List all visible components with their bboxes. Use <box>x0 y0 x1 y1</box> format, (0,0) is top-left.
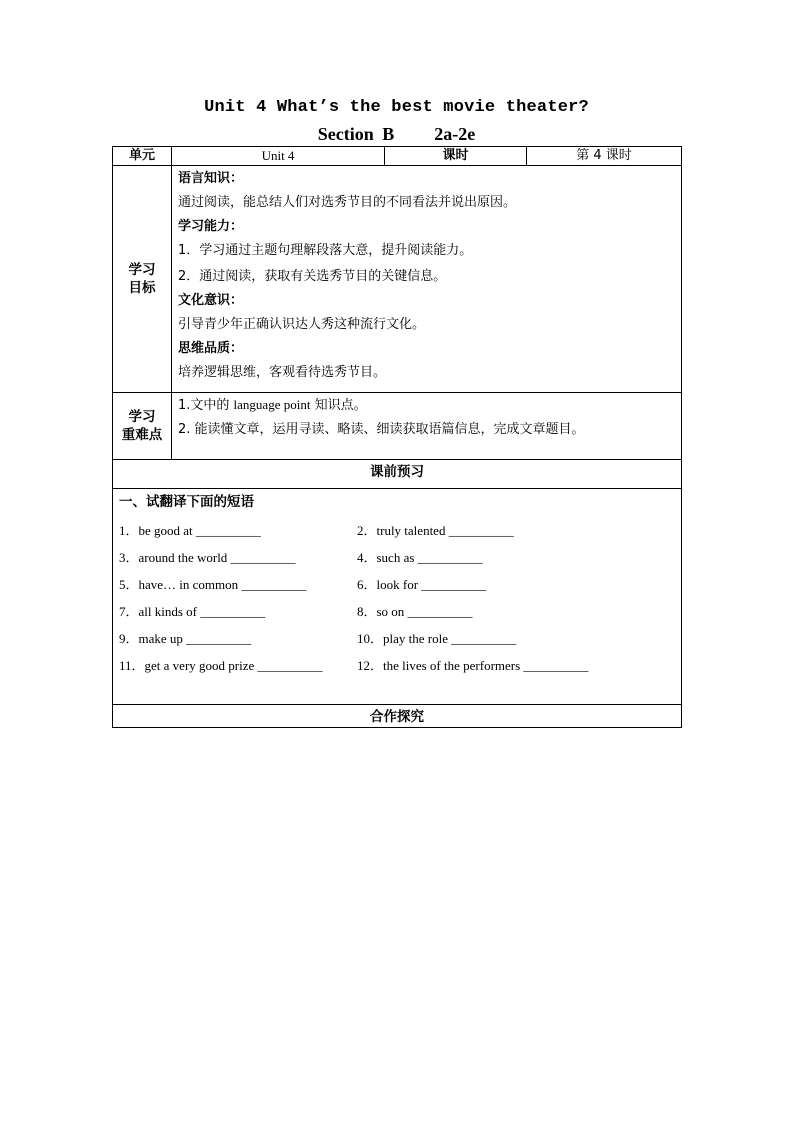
key-point-2: 2. 能读懂文章，运用寻读、略读、细读获取语篇信息，完成文章题目。 <box>178 422 585 437</box>
phrase-item: 3．around the world __________ <box>119 550 296 565</box>
section-range: 2a-2e <box>434 124 476 144</box>
phrase-item: 11．get a very good prize __________ <box>119 658 323 673</box>
phrase-item: 1．be good at __________ <box>119 523 261 538</box>
cooperation-heading-row <box>113 705 682 728</box>
phrase-item: 4．such as __________ <box>357 550 483 565</box>
unit-label: 单元 <box>113 147 172 166</box>
phrase-item: 10．play the role __________ <box>357 631 517 646</box>
ability-item-2: 2．通过阅读，获取有关选秀节目的关键信息。 <box>178 269 447 284</box>
cooperation-heading: 合作探究 <box>113 705 682 728</box>
key-point-1-suffix: 知识点。 <box>310 398 367 413</box>
goals-content <box>172 166 682 393</box>
exercise-content <box>113 489 682 705</box>
preview-heading-row <box>113 460 682 489</box>
unit-value: Unit 4 <box>172 147 385 166</box>
knowledge-heading: 语言知识： <box>178 171 244 186</box>
goals-side-label-line2: 目标 <box>128 280 156 296</box>
header-row <box>113 147 682 166</box>
phrase-item: 2．truly talented __________ <box>357 523 514 538</box>
key-point-1 <box>178 395 675 416</box>
key-points-row <box>113 393 682 460</box>
culture-text: 引导青少年正确认识达人秀这种流行文化。 <box>178 317 426 332</box>
key-points-side-label <box>113 393 172 460</box>
period-value: 第 4 课时 <box>527 147 682 166</box>
goals-side-label-line1: 学习 <box>128 262 156 278</box>
period-label: 课时 <box>385 147 527 166</box>
culture-heading: 文化意识： <box>178 293 244 308</box>
phrase-item: 12．the lives of the performers __________ <box>357 658 589 673</box>
preview-heading: 课前预习 <box>113 460 682 489</box>
key-point-1-en: language point <box>233 397 311 412</box>
section-subtitle <box>0 124 793 145</box>
phrase-grid <box>119 517 675 679</box>
thinking-text: 培养逻辑思维，客观看待选秀节目。 <box>178 365 387 380</box>
lesson-plan-table <box>112 146 682 728</box>
phrase-item: 7．all kinds of __________ <box>119 604 266 619</box>
exercise-row <box>113 489 682 705</box>
phrase-item: 9．make up __________ <box>119 631 252 646</box>
key-point-1-prefix: 1.文中的 <box>178 398 234 413</box>
page-title: Unit 4 What’s the best movie theater? <box>204 98 589 117</box>
goals-side-label <box>113 166 172 393</box>
phrase-item: 5．have… in common __________ <box>119 577 307 592</box>
key-points-side-label-line1: 学习 <box>128 409 156 425</box>
key-points-side-label-line2: 重难点 <box>121 427 163 443</box>
key-points-content <box>172 393 682 460</box>
exercise-title: 一、试翻译下面的短语 <box>119 494 254 510</box>
phrase-item: 6．look for __________ <box>357 577 487 592</box>
thinking-heading: 思维品质： <box>178 341 244 356</box>
phrase-item: 8．so on __________ <box>357 604 473 619</box>
goals-row <box>113 166 682 393</box>
section-label: Section B <box>317 124 395 144</box>
ability-heading: 学习能力： <box>178 219 244 234</box>
knowledge-text: 通过阅读，能总结人们对选秀节目的不同看法并说出原因。 <box>178 195 517 210</box>
ability-item-1: 1．学习通过主题句理解段落大意，提升阅读能力。 <box>178 243 473 258</box>
